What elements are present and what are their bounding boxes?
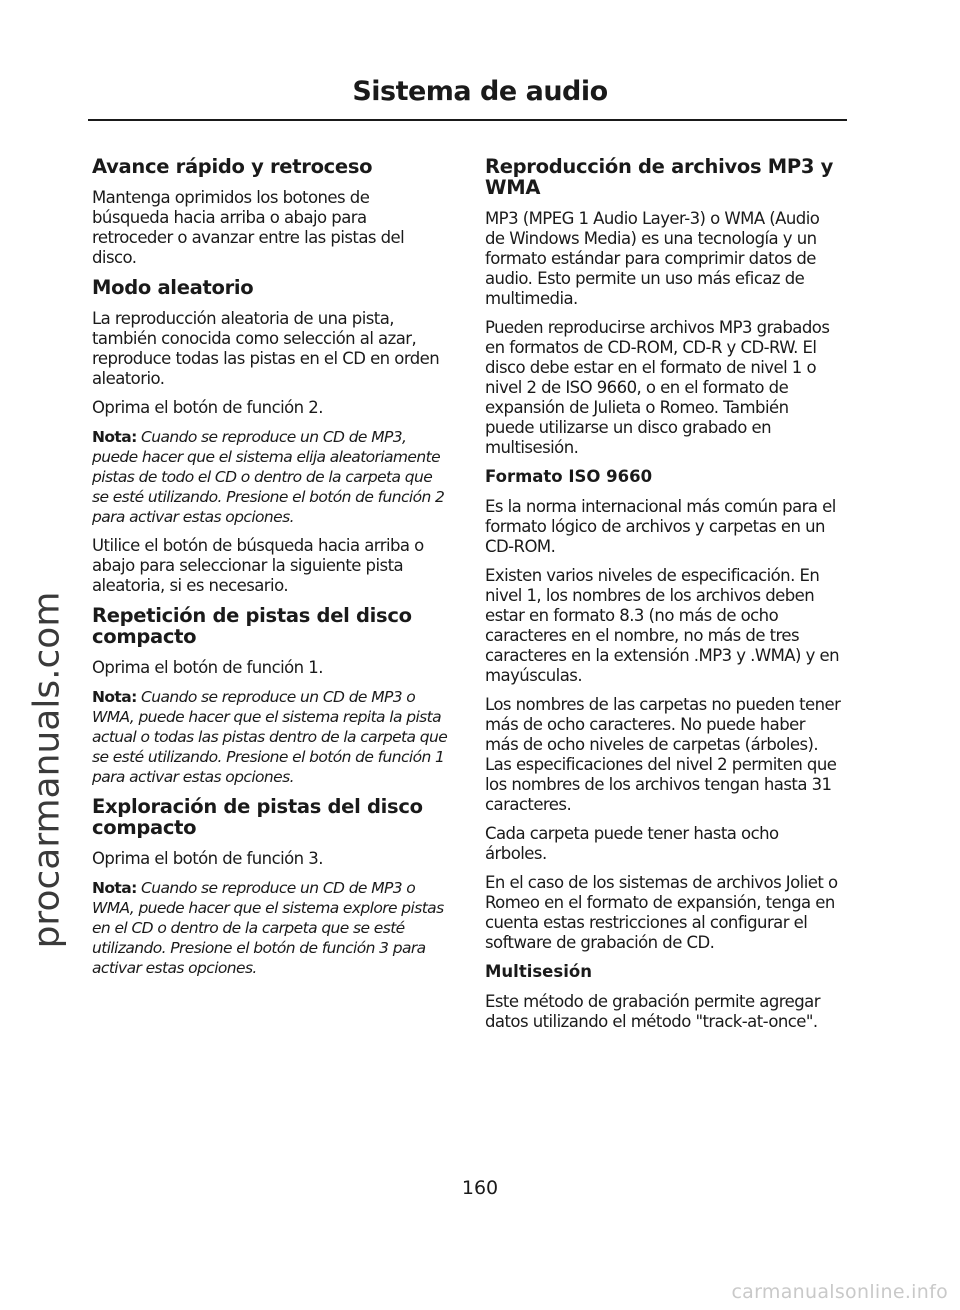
section-repeat — [92, 605, 448, 787]
footer-watermark: carmanualsonline.info — [731, 1281, 948, 1303]
paragraph: En el caso de los sistemas de archivos Joliet o Romeo en el formato de expansión, tenga en cuenta estas restricciones al configurar el software de grabación de CD. — [485, 873, 838, 952]
paragraph: MP3 (MPEG 1 Audio Layer-3) o WMA (Audio de Windows Media) es una tecnología y un formato estándar para comprimir datos de audio. Esto permite un uso más eficaz de multimedia. — [485, 209, 820, 308]
paragraph: Es la norma internacional más común para el formato lógico de archivos y carpetas en un CD-ROM. — [485, 497, 836, 556]
section-mp3-wma — [485, 156, 841, 458]
section-heading: Exploración de pistas del disco compacto — [92, 795, 423, 839]
section-heading: Avance rápido y retroceso — [92, 155, 373, 178]
section-heading: Reproducción de archivos MP3 y WMA — [485, 155, 834, 199]
note-text: Cuando se reproduce un CD de MP3 o WMA, puede hacer que el sistema repita la pista actual o todas las pistas dentro de la carpeta que se esté utilizando. Presione el botón de función 1 para activar estas opciones. — [92, 688, 448, 786]
paragraph: Pueden reproducirse archivos MP3 grabados en formatos de CD-ROM, CD-R y CD-RW. El disco debe estar en el formato de nivel 1 o nivel 2 de ISO 9660, o en el formato de expansión de Julieta o Romeo. También puede utilizarse un disco grabado en multisesión. — [485, 318, 830, 457]
paragraph: La reproducción aleatoria de una pista, también conocida como selección al azar, reproduce todas las pistas en el CD en orden aleatorio. — [92, 309, 440, 388]
page-title: Sistema de audio — [352, 76, 608, 107]
note-text: Cuando se reproduce un CD de MP3, puede hacer que el sistema elija aleatoriamente pistas de todo el CD o dentro de la carpeta que se esté utilizando. Presione el botón de función 2 para activar estas opciones. — [92, 428, 445, 526]
note — [92, 427, 448, 527]
section-iso9660 — [485, 467, 841, 953]
paragraph: Oprima el botón de función 2. — [92, 398, 323, 417]
note-label: Nota: — [92, 879, 137, 897]
section-multisession — [485, 962, 841, 1032]
paragraph: Oprima el botón de función 3. — [92, 849, 323, 868]
section-heading: Repetición de pistas del disco compacto — [92, 604, 412, 648]
paragraph: Este método de grabación permite agregar datos utilizando el método "track-at-once". — [485, 992, 820, 1031]
left-column — [92, 156, 448, 987]
section-fast-forward — [92, 156, 448, 268]
paragraph: Oprima el botón de función 1. — [92, 658, 323, 677]
subsection-heading: Formato ISO 9660 — [485, 467, 653, 486]
note-text: Cuando se reproduce un CD de MP3 o WMA, puede hacer que el sistema explore pistas en el CD o dentro de la carpeta que se esté utilizando. Presione el botón de función 3 para activar estas opciones. — [92, 879, 444, 977]
subsection-heading: Multisesión — [485, 962, 592, 981]
section-scan — [92, 796, 448, 978]
note-label: Nota: — [92, 688, 137, 706]
section-shuffle — [92, 277, 448, 596]
paragraph: Mantenga oprimidos los botones de búsqueda hacia arriba o abajo para retroceder o avanzar entre las pistas del disco. — [92, 188, 405, 267]
header-divider — [88, 119, 847, 121]
note — [92, 687, 448, 787]
paragraph: Cada carpeta puede tener hasta ocho árboles. — [485, 824, 779, 863]
paragraph: Existen varios niveles de especificación. En nivel 1, los nombres de los archivos deben estar en formato 8.3 (no más de ocho caracteres en el nombre, no más de tres caracteres en la extensión .MP3 y .WMA) y en mayúsculas. — [485, 566, 840, 685]
note-label: Nota: — [92, 428, 137, 446]
side-watermark-text: procarmanuals.com — [26, 591, 68, 949]
section-heading: Modo aleatorio — [92, 276, 254, 299]
note — [92, 878, 448, 978]
paragraph: Utilice el botón de búsqueda hacia arriba o abajo para seleccionar la siguiente pista aleatoria, si es necesario. — [92, 536, 424, 595]
paragraph: Los nombres de las carpetas no pueden tener más de ocho caracteres. No puede haber más de ocho niveles de carpetas (árboles). Las especificaciones del nivel 2 permiten que los nombres de los archivos tengan hasta 31 caracteres. — [485, 695, 841, 814]
page-number: 160 — [461, 1177, 499, 1199]
right-column — [485, 156, 841, 1041]
